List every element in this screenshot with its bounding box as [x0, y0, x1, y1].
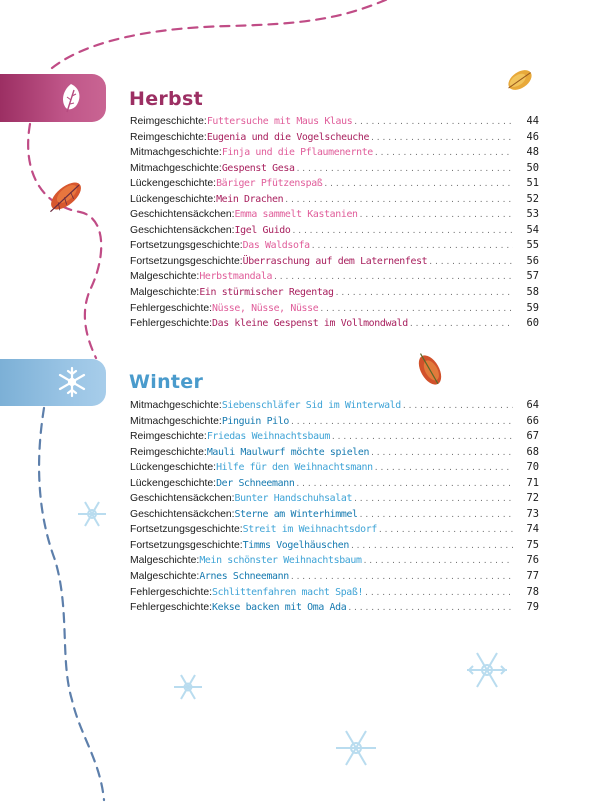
toc-entry — [130, 476, 539, 492]
toc-entry-page: 76 — [526, 554, 539, 567]
toc-entry — [130, 114, 539, 130]
toc-entry — [130, 569, 539, 585]
toc-entry — [130, 522, 539, 538]
toc-entry-title: Pinguin Pilo — [221, 415, 289, 427]
toc-entry-category: Geschichtensäckchen: — [130, 209, 235, 221]
toc-entry-page: 73 — [526, 507, 539, 520]
toc-entry — [130, 223, 539, 239]
toc-entry-category: Reimgeschichte: — [130, 446, 207, 458]
toc-entry-page: 51 — [526, 177, 539, 190]
toc-entry-title: Streit im Weihnachtsdorf — [242, 524, 377, 536]
toc-entry-leader — [289, 570, 513, 586]
snowflake-icon — [467, 653, 507, 687]
toc-entry-page: 78 — [526, 585, 539, 598]
toc-entry-title: Herbstmandala — [199, 271, 273, 283]
toc-entry-title: Ein stürmischer Regentag — [199, 287, 334, 299]
toc-entry — [130, 301, 539, 317]
toc-entry-leader — [408, 317, 513, 333]
toc-entry — [130, 460, 539, 476]
leaf-icon — [504, 66, 535, 95]
toc-entry — [130, 285, 539, 301]
toc-list-winter — [130, 398, 539, 616]
toc-entry-page: 74 — [526, 523, 539, 536]
toc-entry-category: Fehlergeschichte: — [130, 302, 213, 314]
toc-entry-page: 77 — [526, 570, 539, 583]
toc-entry-leader — [362, 554, 513, 570]
toc-entry-category: Mitmachgeschichte: — [130, 415, 222, 427]
toc-entry-category: Mitmachgeschichte: — [130, 162, 222, 174]
toc-entry — [130, 254, 539, 270]
toc-entry-page: 46 — [526, 130, 539, 143]
toc-entry-title: Bäriger Pfützenspaß — [216, 178, 323, 190]
dashed-path-top — [52, 0, 390, 68]
toc-entry-title: Hilfe für den Weihnachtsmann — [216, 462, 373, 474]
toc-entry — [130, 161, 539, 177]
toc-entry-leader — [358, 508, 513, 524]
toc-entry — [130, 207, 539, 223]
toc-entry-leader — [272, 270, 513, 286]
toc-entry-category: Lückengeschichte: — [130, 462, 217, 474]
toc-entry-page: 44 — [526, 115, 539, 127]
toc-entry-leader — [352, 115, 513, 131]
toc-entry-title: Emma sammelt Kastanien — [234, 209, 358, 221]
toc-entry-leader — [318, 302, 513, 318]
toc-entry-title: Arnes Schneemann — [199, 571, 289, 583]
toc-entry-leader — [294, 477, 513, 493]
toc-entry-page: 67 — [526, 430, 539, 443]
toc-entry-leader — [369, 131, 513, 147]
toc-entry — [130, 553, 539, 569]
toc-entry — [130, 429, 539, 445]
toc-entry — [130, 445, 539, 461]
toc-entry-title: Bunter Handschuhsalat — [234, 493, 353, 505]
toc-entry — [130, 491, 539, 507]
toc-entry-category: Fehlergeschichte: — [130, 318, 213, 330]
toc-entry-page: 79 — [526, 601, 539, 614]
toc-entry-title: Futtersuche mit Maus Klaus — [206, 116, 353, 127]
toc-entry-page: 50 — [526, 161, 539, 174]
toc-entry — [130, 600, 539, 616]
toc-entry-page: 71 — [526, 476, 539, 489]
toc-entry-page: 70 — [526, 461, 539, 474]
toc-entry-page: 64 — [526, 399, 539, 411]
toc-entry-page: 55 — [526, 239, 539, 252]
toc-entry-title: Überraschung auf dem Laternenfest — [242, 255, 428, 267]
toc-entry-title: Sterne am Winterhimmel — [234, 508, 358, 520]
section-heading-herbst: Herbst — [129, 88, 203, 110]
dashed-path-pink — [28, 124, 101, 358]
toc-entry — [130, 145, 539, 161]
toc-entry-category: Fortsetzungsgeschichte: — [130, 539, 243, 551]
toc-entry-title: Das Waldsofa — [242, 240, 310, 252]
toc-entry-title: Gespenst Gesa — [221, 162, 295, 174]
toc-entry-title: Der Schneemann — [216, 477, 295, 489]
toc-entry-title: Finja und die Pflaumenernte — [221, 147, 373, 159]
toc-entry-page: 75 — [526, 538, 539, 551]
toc-entry-leader — [373, 146, 513, 162]
toc-entry — [130, 192, 539, 208]
toc-entry-category: Malgeschichte: — [130, 287, 200, 299]
toc-entry-page: 52 — [526, 192, 539, 205]
toc-entry-title: Mein Drachen — [216, 193, 284, 205]
toc-entry-title: Igel Guido — [234, 224, 291, 236]
toc-entry-leader — [352, 492, 513, 508]
leaf-icon — [413, 349, 446, 388]
toc-entry-category: Geschichtensäckchen: — [130, 508, 235, 520]
section-tab-winter — [0, 359, 106, 406]
toc-entry — [130, 269, 539, 285]
toc-entry-page: 54 — [526, 223, 539, 236]
toc-entry-category: Reimgeschichte: — [130, 431, 207, 443]
snowflake-icon — [56, 366, 88, 398]
snowflake-icon — [78, 502, 106, 526]
snowflake-icon — [336, 731, 376, 765]
leaf-icon — [58, 82, 84, 114]
toc-entry — [130, 414, 539, 430]
toc-entry-page: 68 — [526, 445, 539, 458]
toc-entry-title: Timms Vogelhäuschen — [242, 539, 349, 551]
toc-entry-title: Siebenschläfer Sid im Winterwald — [221, 400, 401, 411]
toc-entry — [130, 538, 539, 554]
toc-entry — [130, 130, 539, 146]
toc-entry-leader — [310, 239, 513, 255]
toc-entry-leader — [295, 162, 513, 178]
toc-entry-leader — [373, 461, 513, 477]
toc-entry-page: 60 — [526, 317, 539, 330]
toc-entry-leader — [322, 177, 513, 193]
toc-entry-page: 59 — [526, 301, 539, 314]
toc-entry-title: Mein schönster Weihnachtsbaum — [199, 555, 362, 567]
snowflake-icon — [174, 675, 202, 699]
toc-entry-leader — [349, 539, 513, 555]
toc-entry-page: 48 — [526, 146, 539, 159]
toc-entry-title: Schlittenfahren macht Spaß! — [212, 586, 364, 598]
toc-entry — [130, 585, 539, 601]
toc-entry-leader — [358, 208, 513, 224]
section-tab-herbst — [0, 74, 106, 122]
toc-entry-leader — [377, 523, 513, 539]
toc-entry-category: Mitmachgeschichte: — [130, 147, 222, 159]
toc-entry-title: Das kleine Gespenst im Vollmondwald — [212, 318, 408, 330]
toc-entry-leader — [283, 193, 513, 209]
toc-entry-title: Eugenia und die Vogelscheuche — [206, 131, 370, 143]
toc-entry-leader — [330, 430, 513, 446]
toc-entry-title: Kekse backen mit Oma Ada — [212, 602, 347, 614]
toc-entry-category: Lückengeschichte: — [130, 477, 217, 489]
toc-entry — [130, 398, 539, 414]
leaf-icon — [43, 178, 85, 218]
toc-entry-leader — [363, 586, 513, 602]
toc-entry — [130, 316, 539, 332]
toc-entry-category: Reimgeschichte: — [130, 116, 207, 127]
toc-entry — [130, 238, 539, 254]
toc-entry-leader — [401, 399, 513, 415]
toc-entry-page: 53 — [526, 208, 539, 221]
toc-entry-category: Mitmachgeschichte: — [130, 400, 222, 411]
toc-entry-page: 58 — [526, 286, 539, 299]
toc-entry-title: Friedas Weihnachtsbaum — [206, 431, 330, 443]
toc-entry-leader — [369, 446, 513, 462]
toc-entry-page: 72 — [526, 492, 539, 505]
toc-list-herbst — [130, 114, 539, 332]
toc-entry-leader — [291, 224, 514, 240]
toc-entry-leader — [427, 255, 513, 271]
toc-entry-category: Fortsetzungsgeschichte: — [130, 524, 243, 536]
toc-entry-title: Mauli Maulwurf möchte spielen — [206, 446, 370, 458]
toc-entry-leader — [334, 286, 513, 302]
toc-entry-category: Geschichtensäckchen: — [130, 493, 235, 505]
toc-entry-category: Reimgeschichte: — [130, 131, 207, 143]
toc-entry-leader — [346, 601, 513, 617]
toc-entry-page: 57 — [526, 270, 539, 283]
toc-entry-category: Lückengeschichte: — [130, 178, 217, 190]
toc-entry-category: Malgeschichte: — [130, 271, 200, 283]
toc-entry-leader — [289, 415, 513, 431]
dashed-path-blue — [39, 408, 104, 800]
toc-entry-category: Fehlergeschichte: — [130, 586, 213, 598]
section-heading-winter: Winter — [129, 371, 204, 393]
toc-entry-category: Malgeschichte: — [130, 571, 200, 583]
toc-entry — [130, 507, 539, 523]
toc-entry-category: Geschichtensäckchen: — [130, 224, 235, 236]
toc-entry — [130, 176, 539, 192]
toc-entry-category: Fortsetzungsgeschichte: — [130, 240, 243, 252]
toc-entry-page: 56 — [526, 254, 539, 267]
toc-entry-category: Lückengeschichte: — [130, 193, 217, 205]
toc-entry-category: Fortsetzungsgeschichte: — [130, 255, 243, 267]
toc-entry-page: 66 — [526, 414, 539, 427]
toc-entry-title: Nüsse, Nüsse, Nüsse — [212, 302, 319, 314]
toc-entry-category: Malgeschichte: — [130, 555, 200, 567]
toc-entry-category: Fehlergeschichte: — [130, 602, 213, 614]
